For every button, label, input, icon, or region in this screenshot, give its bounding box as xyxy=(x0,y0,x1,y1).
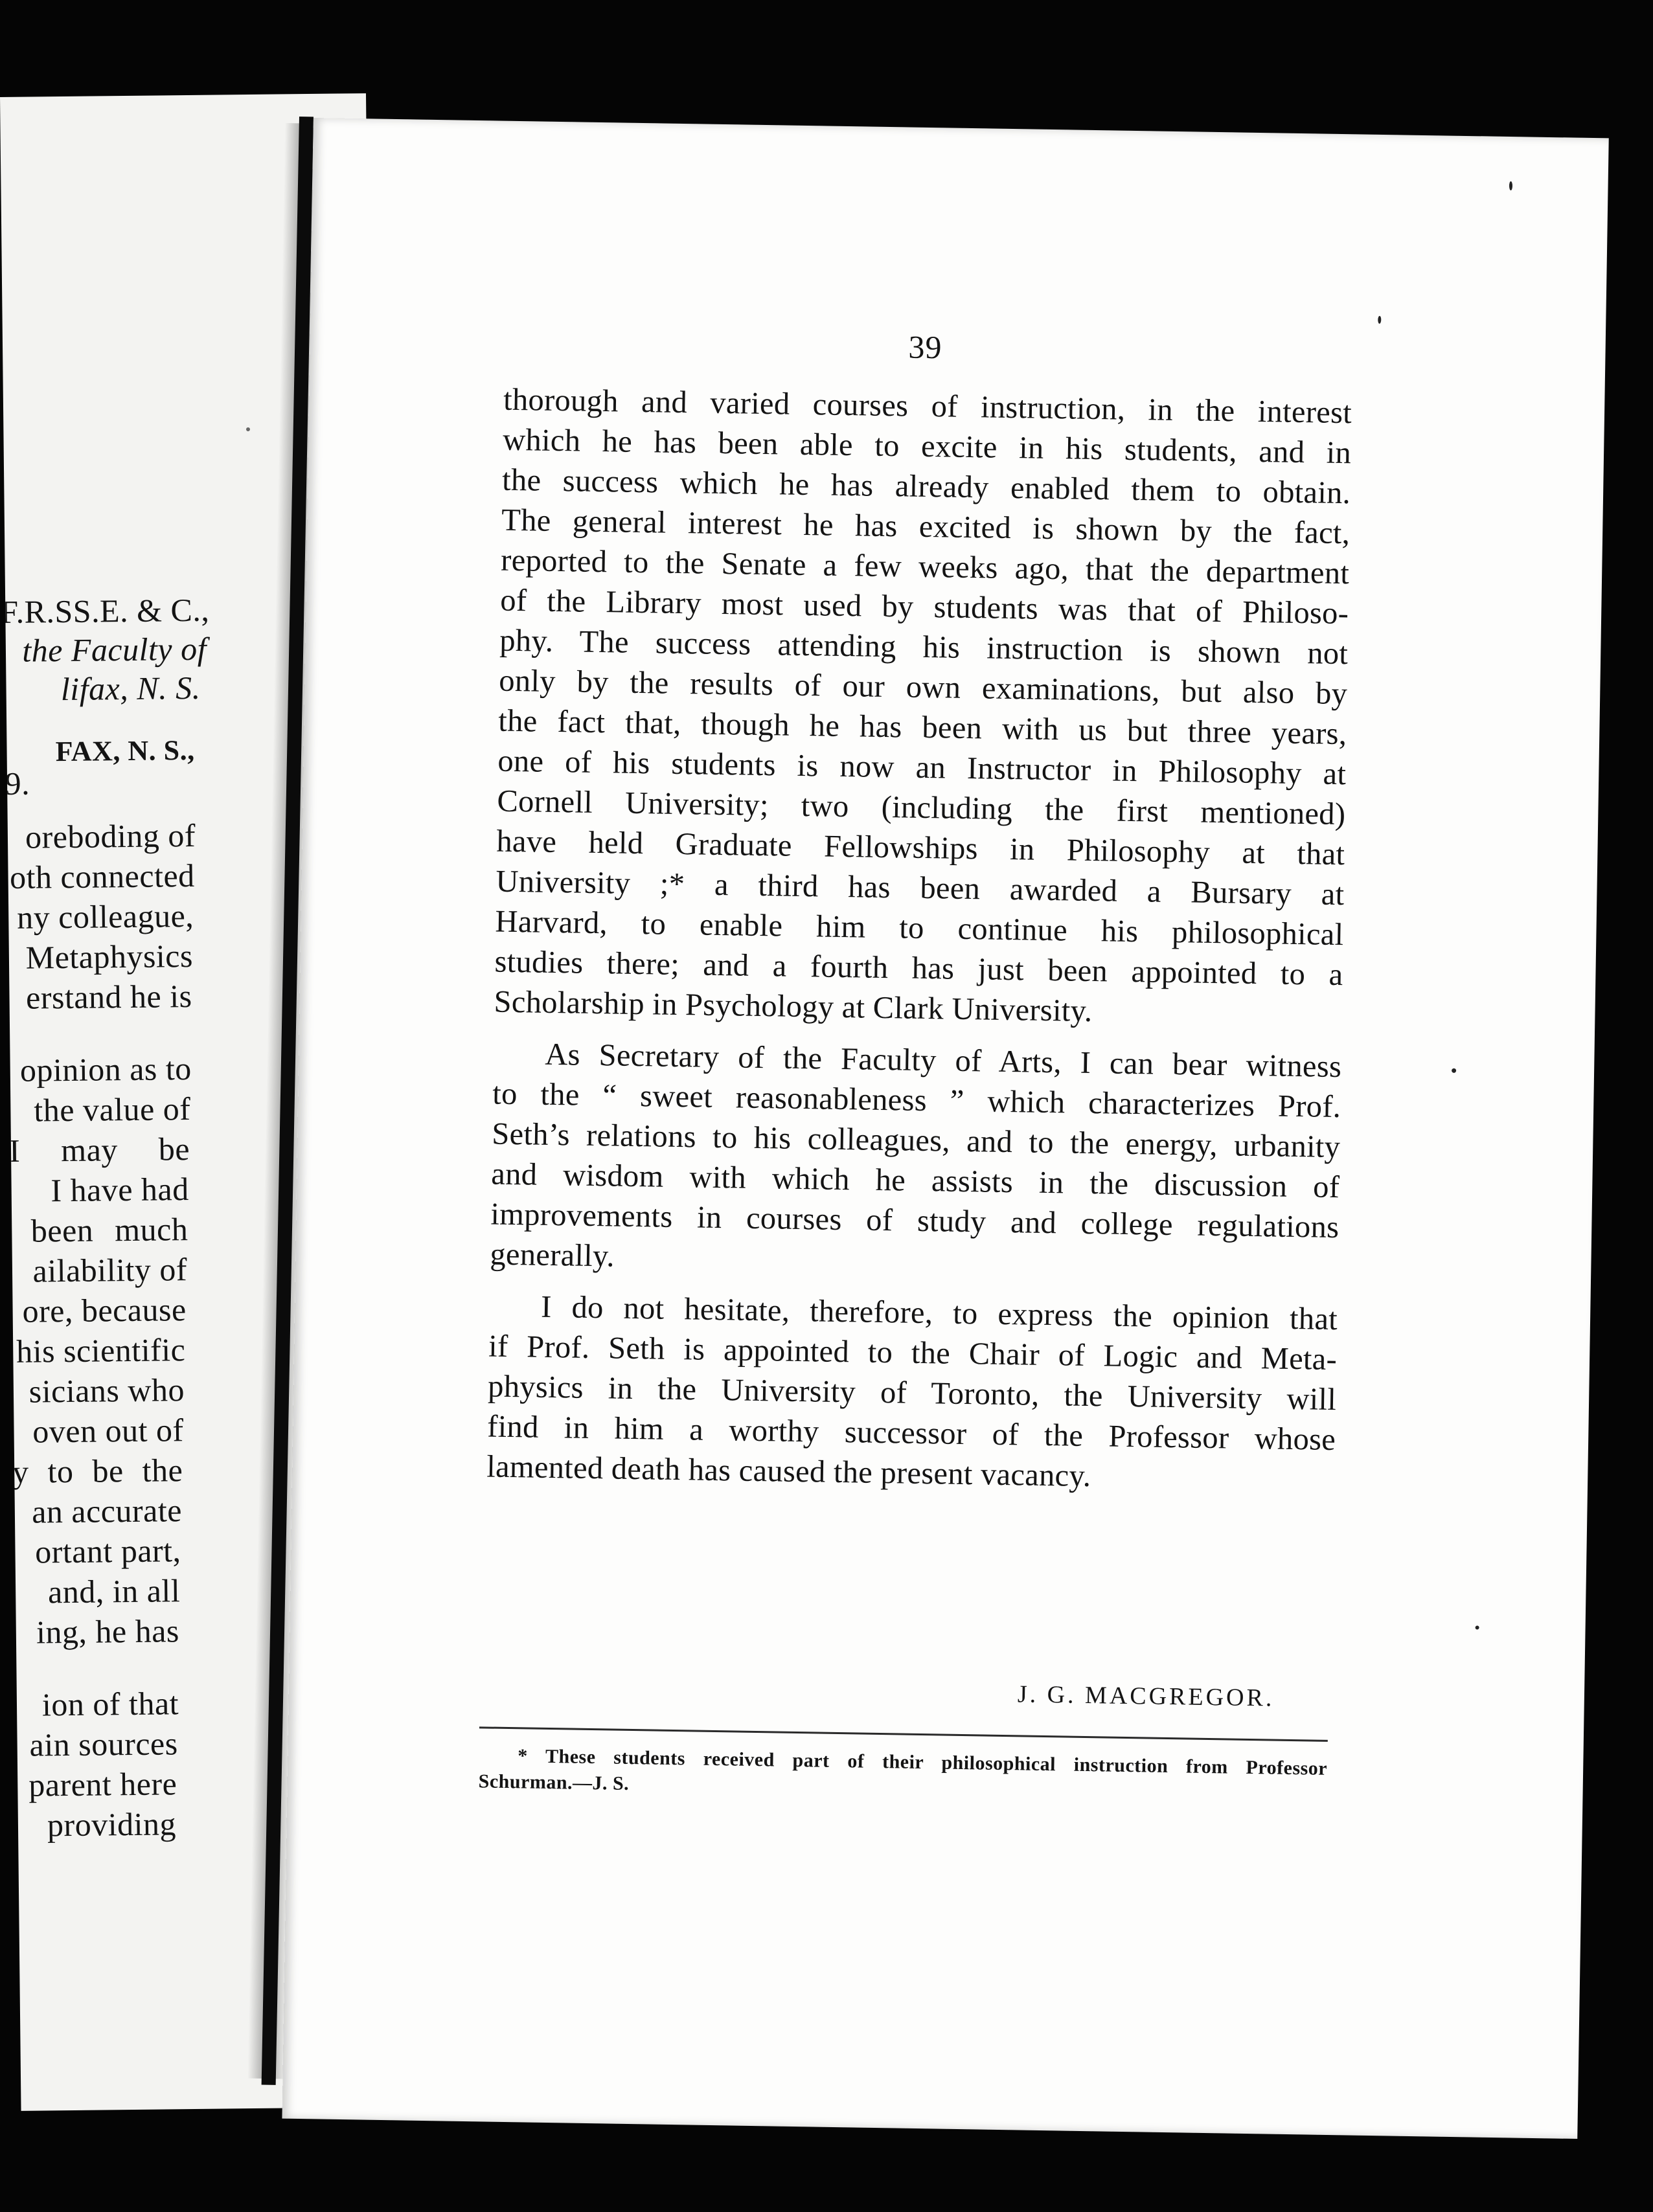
left-line: oven out of xyxy=(32,1412,184,1450)
left-line-credentials: F.R.SS.E. & C., xyxy=(0,591,210,631)
text-line: As Secretary of the Faculty of Arts, I can bear witness xyxy=(544,1037,1342,1085)
left-line: ailability of xyxy=(32,1251,188,1289)
text-line: have held Graduate Fellowships in Philosophy at that xyxy=(496,824,1345,872)
text-line: and wisdom with which he assists in the discussion of xyxy=(490,1157,1340,1205)
text-line: the success which he has already enabled them to obtain. xyxy=(501,462,1351,511)
left-line-halifax: lifax, N. S. xyxy=(60,669,201,708)
text-line: The general interest he has excited is shown by the fact, xyxy=(501,502,1351,551)
footnote-line: * These students received part of their philosophical instruction from Professor xyxy=(518,1745,1328,1779)
text-line: I do not hesitate, therefore, to express the opinion that xyxy=(540,1289,1338,1337)
text-line: generally. xyxy=(490,1237,615,1274)
text-line: one of his students is now an Instructor in Philosophy at xyxy=(497,743,1347,792)
text-line: to the “ sweet reasonableness ” which characterizes Prof. xyxy=(492,1076,1341,1125)
left-line: sicians who xyxy=(28,1371,185,1410)
text-line: Seth’s relations to his colleagues, and to the energy, urbanity xyxy=(491,1116,1341,1165)
right-main-page xyxy=(282,118,1608,2139)
paragraph-2 xyxy=(490,1034,1342,1289)
text-line: of the Library most used by students was that of Philoso- xyxy=(499,583,1349,631)
scan-speck xyxy=(1476,1625,1479,1629)
left-line: and, in all xyxy=(47,1572,181,1610)
paragraph-1 xyxy=(494,380,1352,1035)
left-line: Metaphysics xyxy=(25,937,194,976)
left-line: an accurate xyxy=(31,1492,183,1530)
text-line: Cornell University; two (including the first mentioned) xyxy=(497,784,1346,832)
text-line: the fact that, though he has been with us but three years, xyxy=(497,703,1347,752)
paragraph-3 xyxy=(486,1286,1338,1500)
left-line: y to be the xyxy=(12,1452,183,1490)
footnote xyxy=(478,1743,1327,1808)
text-line: lamented death has caused the present vacancy. xyxy=(486,1449,1091,1494)
left-line: oreboding of xyxy=(25,817,196,855)
text-line: phy. The success attending his instruction is shown not xyxy=(499,623,1349,672)
letter-body xyxy=(486,380,1352,1500)
left-line: ore, because xyxy=(22,1291,187,1329)
left-line: ion of that xyxy=(41,1685,179,1723)
footnote-line: Schurman.—J. S. xyxy=(478,1770,630,1794)
left-line: the value of xyxy=(34,1090,191,1129)
scan-speck xyxy=(1378,316,1381,324)
text-line: studies there; and a fourth has just been appointed to a xyxy=(494,944,1343,993)
left-line: ain sources xyxy=(29,1725,178,1763)
left-line: providing xyxy=(47,1805,177,1844)
text-line: improvements in courses of study and college regulations xyxy=(490,1197,1340,1245)
left-line: opinion as to xyxy=(19,1050,192,1089)
text-line: University ;* a third has been awarded a Bursary at xyxy=(496,864,1345,912)
scan-speck xyxy=(1452,1068,1456,1073)
text-line: Harvard, to enable him to continue his philosophical xyxy=(495,904,1344,953)
left-line: oth connected xyxy=(9,857,195,896)
scan-speck xyxy=(246,427,250,431)
text-line: only by the results of our own examinations, but also by xyxy=(498,663,1348,712)
scan-speck xyxy=(1509,181,1512,190)
left-line-place: FAX, N. S., xyxy=(55,734,195,768)
footnote-rule xyxy=(479,1726,1328,1742)
left-line: parent here xyxy=(28,1765,177,1803)
signature: J. G. MACGREGOR. xyxy=(1017,1680,1275,1712)
left-line: ortant part, xyxy=(34,1532,181,1570)
left-line: his scientific xyxy=(16,1331,186,1370)
text-line: physics in the University of Toronto, the University will xyxy=(487,1369,1337,1417)
left-line: ny colleague, xyxy=(16,897,194,936)
text-line: if Prof. Seth is appointed to the Chair of Logic and Meta- xyxy=(488,1329,1338,1377)
left-line: been much xyxy=(30,1211,188,1249)
text-line: Scholarship in Psychology at Clark University. xyxy=(494,984,1093,1029)
page-number: 39 xyxy=(908,328,942,366)
left-line: erstand he is xyxy=(25,977,192,1016)
text-line: find in him a worthy successor of the Professor whose xyxy=(486,1409,1336,1458)
left-line: ing, he has xyxy=(36,1612,180,1651)
text-line: thorough and varied courses of instruction, in the interest xyxy=(503,382,1352,431)
text-line: reported to the Senate a few weeks ago, that the department xyxy=(500,543,1350,591)
left-line-faculty: the Faculty of xyxy=(21,630,207,669)
left-line: I may be xyxy=(8,1131,190,1169)
text-line: which he has been able to excite in his students, and in xyxy=(502,422,1352,471)
left-line-date: 9. xyxy=(5,765,30,802)
left-line: I have had xyxy=(51,1171,189,1209)
